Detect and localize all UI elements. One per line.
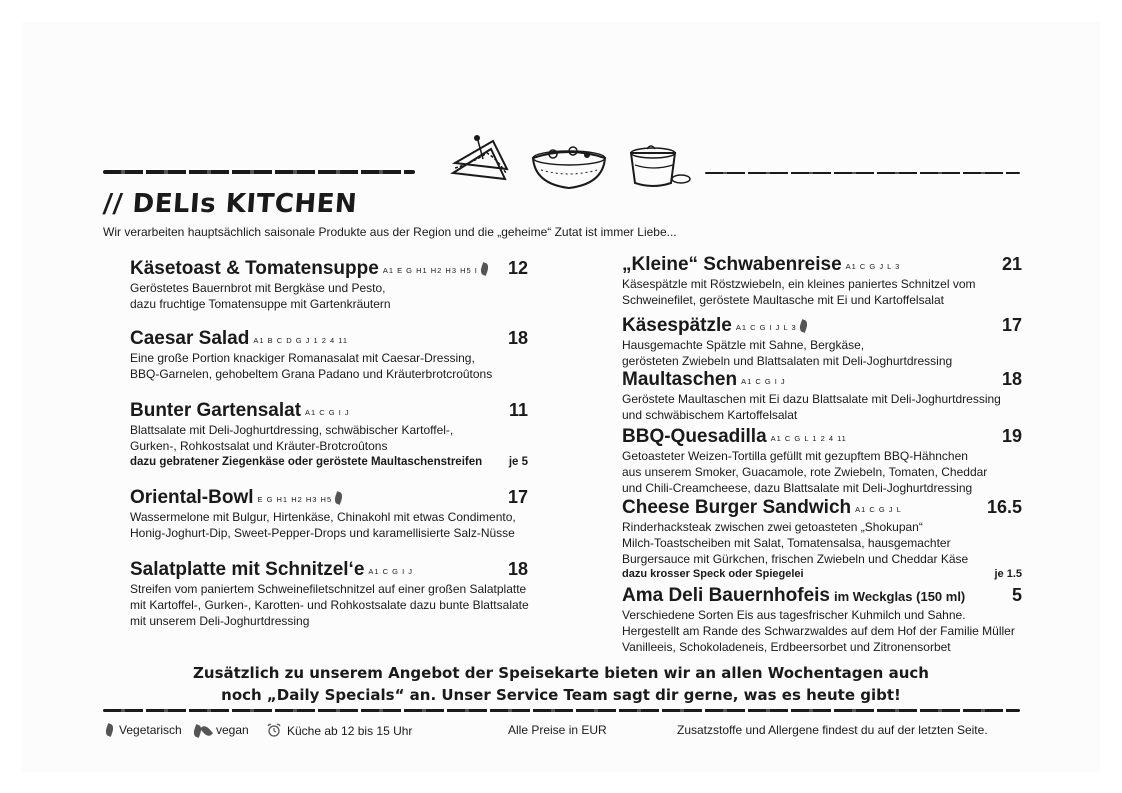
- allergen-codes: A1 C G I J: [741, 377, 786, 386]
- item-price: 16.5: [986, 497, 1022, 517]
- allergen-codes: A1 C G J L 3: [845, 262, 901, 271]
- item-extra: [130, 454, 528, 471]
- item-name: „Kleine“ Schwabenreise: [622, 254, 842, 275]
- item-price: 18: [507, 559, 528, 579]
- item-desc-line: Blattsalate mit Deli-Joghurtdressing, schwäbischer Kartoffel-,: [130, 423, 454, 437]
- item-desc-line: Wassermelone mit Bulgur, Hirtenkäse, Chinakohl mit etwas Condimento,: [130, 510, 516, 524]
- item-unit: im Weckglas (150 ml): [834, 589, 966, 604]
- item-price: 17: [1001, 315, 1022, 335]
- item-title: [130, 559, 528, 581]
- vegan-leaves-icon: [194, 725, 210, 739]
- item-desc-line: Rinderhacksteak zwischen zwei getoasteten „Shokupan“: [622, 520, 923, 534]
- item-desc-line: Getoasteter Weizen-Tortilla gefüllt mit gezupftem BBQ-Hähnchen: [622, 449, 968, 463]
- prices-note: Alle Preise in EUR: [508, 723, 607, 737]
- item-price: 18: [1001, 369, 1022, 389]
- item-name: Bunter Gartensalat: [130, 400, 302, 421]
- item-price: 18: [507, 328, 528, 348]
- item-desc-line: Milch-Toastscheiben mit Salat, Tomatensalsa, hausgemachter: [622, 536, 951, 550]
- bottom-rule: [103, 709, 1020, 712]
- item-desc-line: BBQ-Garnelen, gehobeltem Grana Padano und Kräuterbrotcroûtons: [130, 367, 493, 381]
- item-title: [130, 400, 528, 422]
- item-desc-line: mit Kartoffel-, Gurken-, Karotten- und Rohkostsalate dazu bunte Blattsalate: [130, 598, 529, 612]
- menu-item-bauernhofeis: [622, 585, 1022, 655]
- item-title: [130, 487, 528, 509]
- menu-item-maultaschen: [622, 369, 1022, 423]
- vegetarian-leaf-icon: [104, 723, 115, 737]
- item-desc-line: aus unserem Smoker, Guacamole, rote Zwiebeln, Tomaten, Cheddar: [622, 465, 988, 479]
- menu-item-oriental-bowl: [130, 487, 528, 541]
- item-price: 12: [507, 258, 528, 278]
- menu-item-salatplatte: [130, 559, 528, 629]
- item-title: [130, 328, 528, 350]
- top-rule-left: [103, 170, 415, 174]
- item-desc-line: mit unserem Deli-Joghurtdressing: [130, 614, 310, 628]
- item-desc-line: Käsespätzle mit Röstzwiebeln, ein kleines paniertes Schnitzel vom: [622, 277, 976, 291]
- intro-text: Wir verarbeiten hauptsächlich saisonale Produkte aus der Region und die „geheime“ Zutat ist immer Liebe...: [103, 225, 677, 239]
- item-desc-line: Schweinefilet, geröstete Maultasche mit Ei und Kartoffelsalat: [622, 293, 944, 307]
- allergen-codes: A1 E G H1 H2 H3 H5 I: [382, 266, 478, 275]
- item-title: [622, 426, 1022, 448]
- item-title: [622, 497, 1022, 519]
- menu-item-kaesespaetzle: [622, 315, 1022, 369]
- item-desc-line: Honig-Joghurt-Dip, Sweet-Pepper-Drops und karamellisierte Salz-Nüsse: [130, 526, 515, 540]
- item-name: Caesar Salad: [130, 328, 250, 349]
- item-desc-line: Verschiedene Sorten Eis aus tagesfrischer Kuhmilch und Sahne.: [622, 608, 966, 622]
- menu-item-caesar-salad: [130, 328, 528, 382]
- item-desc-line: dazu fruchtige Tomatensuppe mit Gartenkräutern: [130, 297, 391, 311]
- item-desc-line: Vanilleeis, Schokoladeneis, Erdbeersorbet und Zitronensorbet: [622, 640, 951, 654]
- menu-item-bbq-quesadilla: [622, 426, 1022, 496]
- item-desc-line: Streifen vom paniertem Schweinefiletschnitzel auf einer großen Salatplatte: [130, 582, 527, 596]
- item-title: [622, 369, 1022, 391]
- item-name: Salatplatte mit Schnitzel‘e: [130, 559, 365, 580]
- allergen-codes: E G H1 H2 H3 H5: [257, 495, 333, 504]
- item-extra-text: dazu gebratener Ziegenkäse oder geröstete Maultaschenstreifen: [130, 456, 483, 468]
- vegetarian-leaf-icon: [798, 319, 809, 333]
- allergen-codes: A1 C G I J: [305, 408, 350, 417]
- section-title: // DELIs KITCHEN: [101, 189, 359, 219]
- legend-vegan: [194, 723, 249, 739]
- item-desc-line: Hergestellt am Rande des Schwarzwaldes auf dem Hof der Familie Müller: [622, 624, 1015, 638]
- allergen-codes: A1 C G J L: [855, 505, 902, 514]
- item-desc-line: und Chili-Creamcheese, dazu Blattsalate mit Deli-Joghurtdressing: [622, 481, 973, 495]
- legend-label: Vegetarisch: [119, 723, 182, 737]
- item-desc-line: Geröstetes Bauernbrot mit Bergkäse und Pesto,: [130, 281, 386, 295]
- allergen-codes: A1 C G I J L 3: [735, 323, 797, 332]
- item-price: 11: [508, 400, 528, 420]
- legend-vegetarian: [103, 723, 182, 737]
- item-name: Cheese Burger Sandwich: [622, 497, 852, 518]
- legend-label: Küche ab 12 bis 15 Uhr: [287, 724, 413, 738]
- item-name: Maultaschen: [622, 369, 738, 390]
- item-name: Ama Deli Bauernhofeis: [622, 585, 830, 606]
- daily-specials-notice: [100, 662, 1022, 706]
- legend-kitchen-hours: [267, 723, 412, 738]
- top-rule-right: [705, 172, 1020, 174]
- notice-line: noch „Daily Specials“ an. Unser Service Team sagt dir gerne, was es heute gibt!: [221, 686, 901, 704]
- notice-line: Zusätzlich zu unserem Angebot der Speisekarte bieten wir an allen Wochentagen auch: [193, 664, 929, 682]
- allergen-codes: A1 B C D G J 1 2 4 11: [253, 336, 349, 345]
- menu-item-kaesetoast: [130, 258, 528, 312]
- sandwich-icon: [447, 133, 517, 191]
- item-desc-line: Geröstete Maultaschen mit Ei dazu Blattsalate mit Deli-Joghurtdressing: [622, 392, 1001, 406]
- menu-item-gartensalat: [130, 400, 528, 471]
- item-desc-line: und schwäbischem Kartoffelsalat: [622, 408, 798, 422]
- item-name: BBQ-Quesadilla: [622, 426, 767, 447]
- item-title: [622, 585, 1022, 607]
- item-desc-line: Eine große Portion knackiger Romanasalat mit Caesar-Dressing,: [130, 351, 475, 365]
- item-name: Käsetoast & Tomatensuppe: [130, 258, 379, 279]
- item-extra-text: dazu krosser Speck oder Spiegelei: [622, 568, 804, 580]
- legend-label: vegan: [216, 723, 249, 737]
- item-name: Oriental-Bowl: [130, 487, 254, 508]
- allergen-codes: A1 C G I J: [368, 567, 413, 576]
- allergens-note: Zusatzstoffe und Allergene findest du auf der letzten Seite.: [677, 723, 988, 737]
- item-name: Käsespätzle: [622, 315, 732, 336]
- item-price: 19: [1001, 426, 1022, 446]
- vegetarian-leaf-icon: [333, 491, 344, 505]
- item-title: [622, 315, 1022, 337]
- dessert-glass-icon: [625, 143, 691, 191]
- item-desc-line: Gurken-, Rohkostsalat und Kräuter-Brotcroûtons: [130, 439, 388, 453]
- item-price: 21: [1001, 254, 1022, 274]
- item-desc-line: Burgersauce mit Gürkchen, frischen Zwiebeln und Cheddar Käse: [622, 552, 969, 566]
- item-desc-line: Hausgemachte Spätzle mit Sahne, Bergkäse,: [622, 338, 865, 352]
- item-price: 17: [507, 487, 528, 507]
- item-extra: [622, 567, 1022, 581]
- item-extra-price: je 1.5: [994, 568, 1022, 580]
- item-extra-price: je 5: [508, 456, 528, 468]
- menu-item-cheese-burger: [622, 497, 1022, 581]
- menu-item-schwabenreise: [622, 254, 1022, 308]
- vegetarian-leaf-icon: [479, 262, 490, 276]
- item-title: [622, 254, 1022, 276]
- allergen-codes: A1 C G L 1 2 4 11: [770, 434, 847, 443]
- item-title: [130, 258, 528, 280]
- salad-bowl-icon: [529, 140, 609, 192]
- item-price: 5: [1011, 585, 1022, 605]
- alarm-clock-icon: [267, 723, 281, 737]
- item-desc-line: gerösteten Zwiebeln und Blattsalaten mit Deli-Joghurtdressing: [622, 354, 953, 368]
